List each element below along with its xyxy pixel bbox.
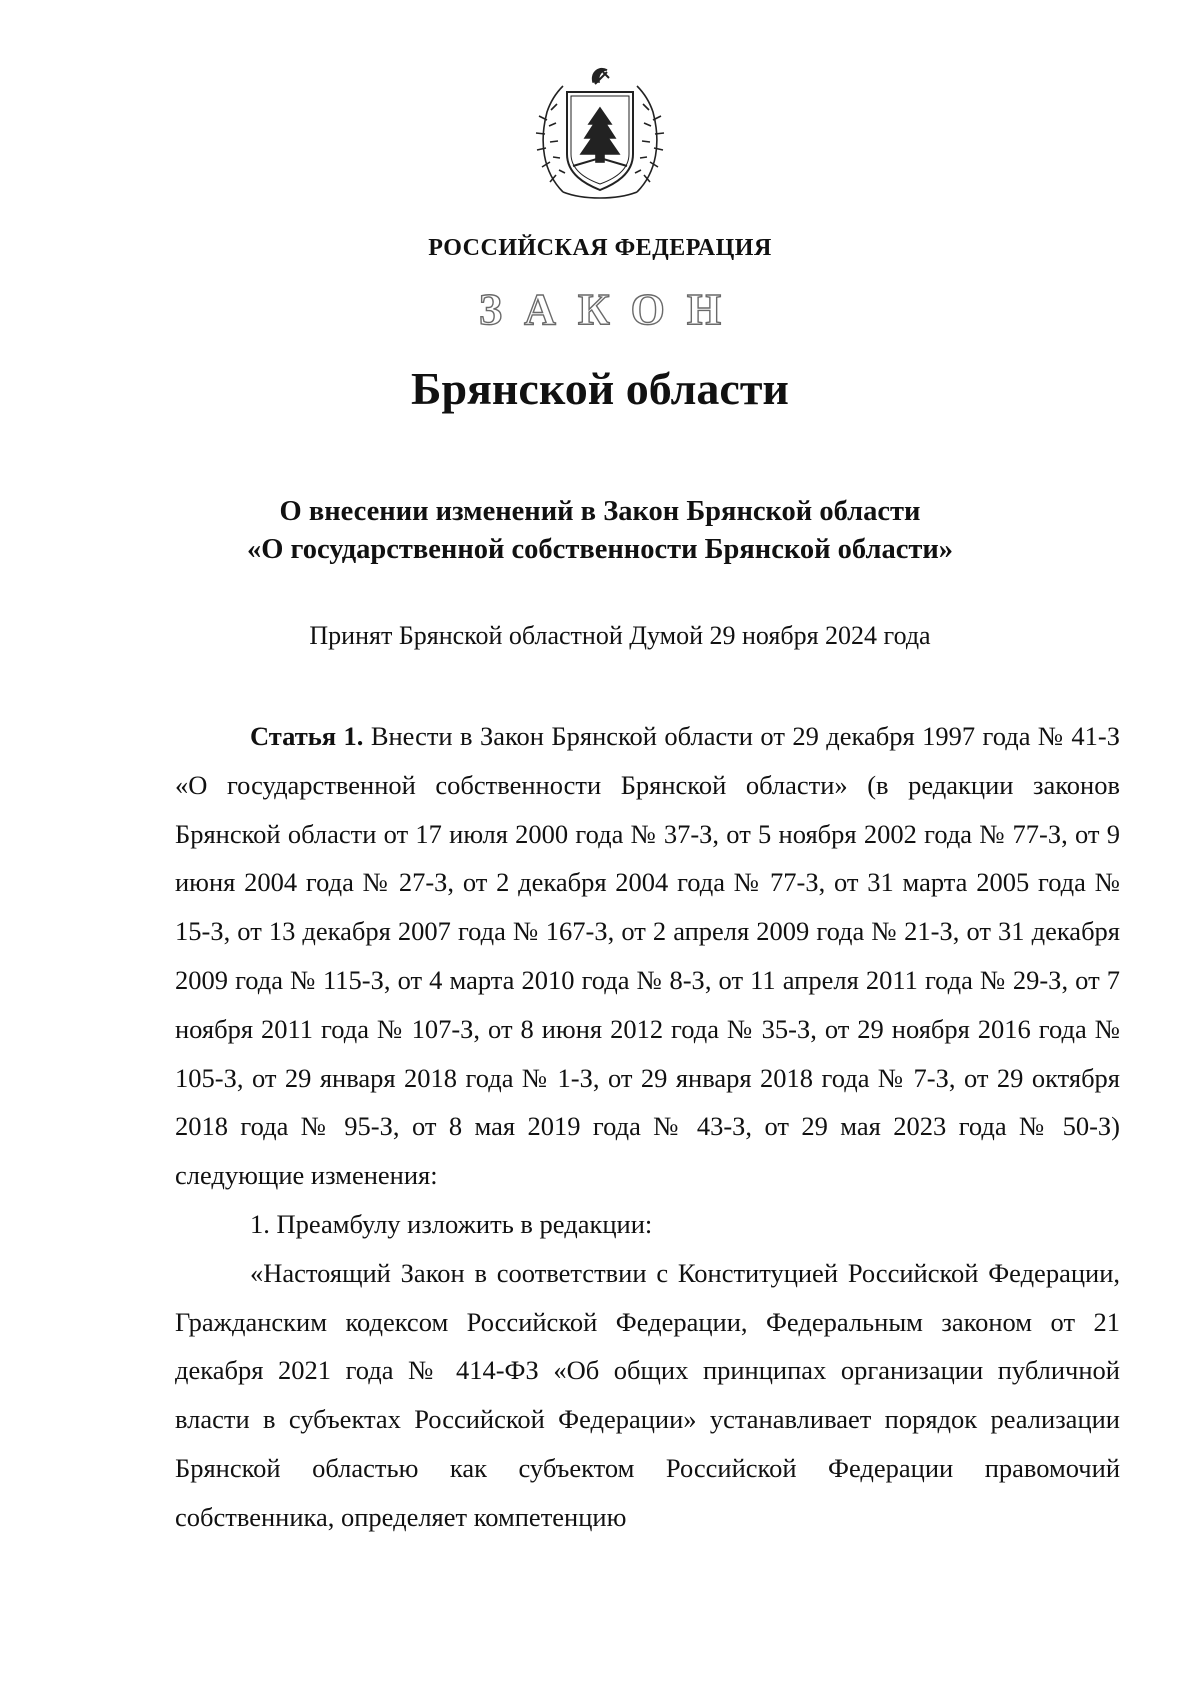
law-title xyxy=(0,493,1200,569)
law-title-line-2: «О государственной собственности Брянской области» xyxy=(246,534,954,565)
article-1-label: Статья 1. xyxy=(250,721,364,751)
federation-heading: РОССИЙСКАЯ ФЕДЕРАЦИЯ xyxy=(428,235,772,261)
article-1-paragraph xyxy=(175,712,1120,1200)
region-heading: Брянской области xyxy=(411,363,789,414)
law-body xyxy=(175,712,1120,1542)
item-1-paragraph: 1. Преамбулу изложить в редакции: xyxy=(250,1208,653,1239)
preamble-paragraph: «Настоящий Закон в соответствии с Конституцией Российской Федерации, Гражданским кодексом Российской Федерации, Федеральным законом от 21 декабря 2021 года № 414-ФЗ «Об общих принципах организации публичной власти в субъектах Российской Федерации» устанавливает порядок реализации Брянской областью как субъектом Российской Федерации правомочий собственника, определяет компетенцию xyxy=(175,1257,1120,1532)
adoption-note: Принят Брянской областной Думой 29 ноября 2024 года xyxy=(309,621,931,650)
law-stamp-heading: ЗАКОН xyxy=(478,285,744,334)
article-1-text: Внести в Закон Брянской области от 29 декабря 1997 года № 41-З «О государственной собственности Брянской области» (в редакции законов Брянской области от 17 июля 2000 года № 37-З, от 5 ноября 2002 года № 77-З, от 9 июня 2004 года № 27-З, от 2 декабря 2004 года № 77-З, от 31 марта 2005 года № 15-З, от 13 декабря 2007 года № 167-З, от 2 апреля 2009 года № 21-З, от 31 декабря 2009 года № 115-З, от 4 марта 2010 года № 8-З, от 11 апреля 2011 года № 29-З, от 7 ноября 2011 года № 107-З, от 8 июня 2012 года № 35-З, от 29 ноября 2016 года № 105-З, от 29 января 2018 года № 1-З, от 29 января 2018 года № 7-З, от 29 октября 2018 года № 95-З, от 8 мая 2019 года № 43-З, от 29 мая 2023 года № 50-З) следующие изменения: xyxy=(175,721,1121,1191)
law-title-line-1: О внесении изменений в Закон Брянской области xyxy=(279,496,921,527)
coat-of-arms-emblem xyxy=(533,62,667,204)
